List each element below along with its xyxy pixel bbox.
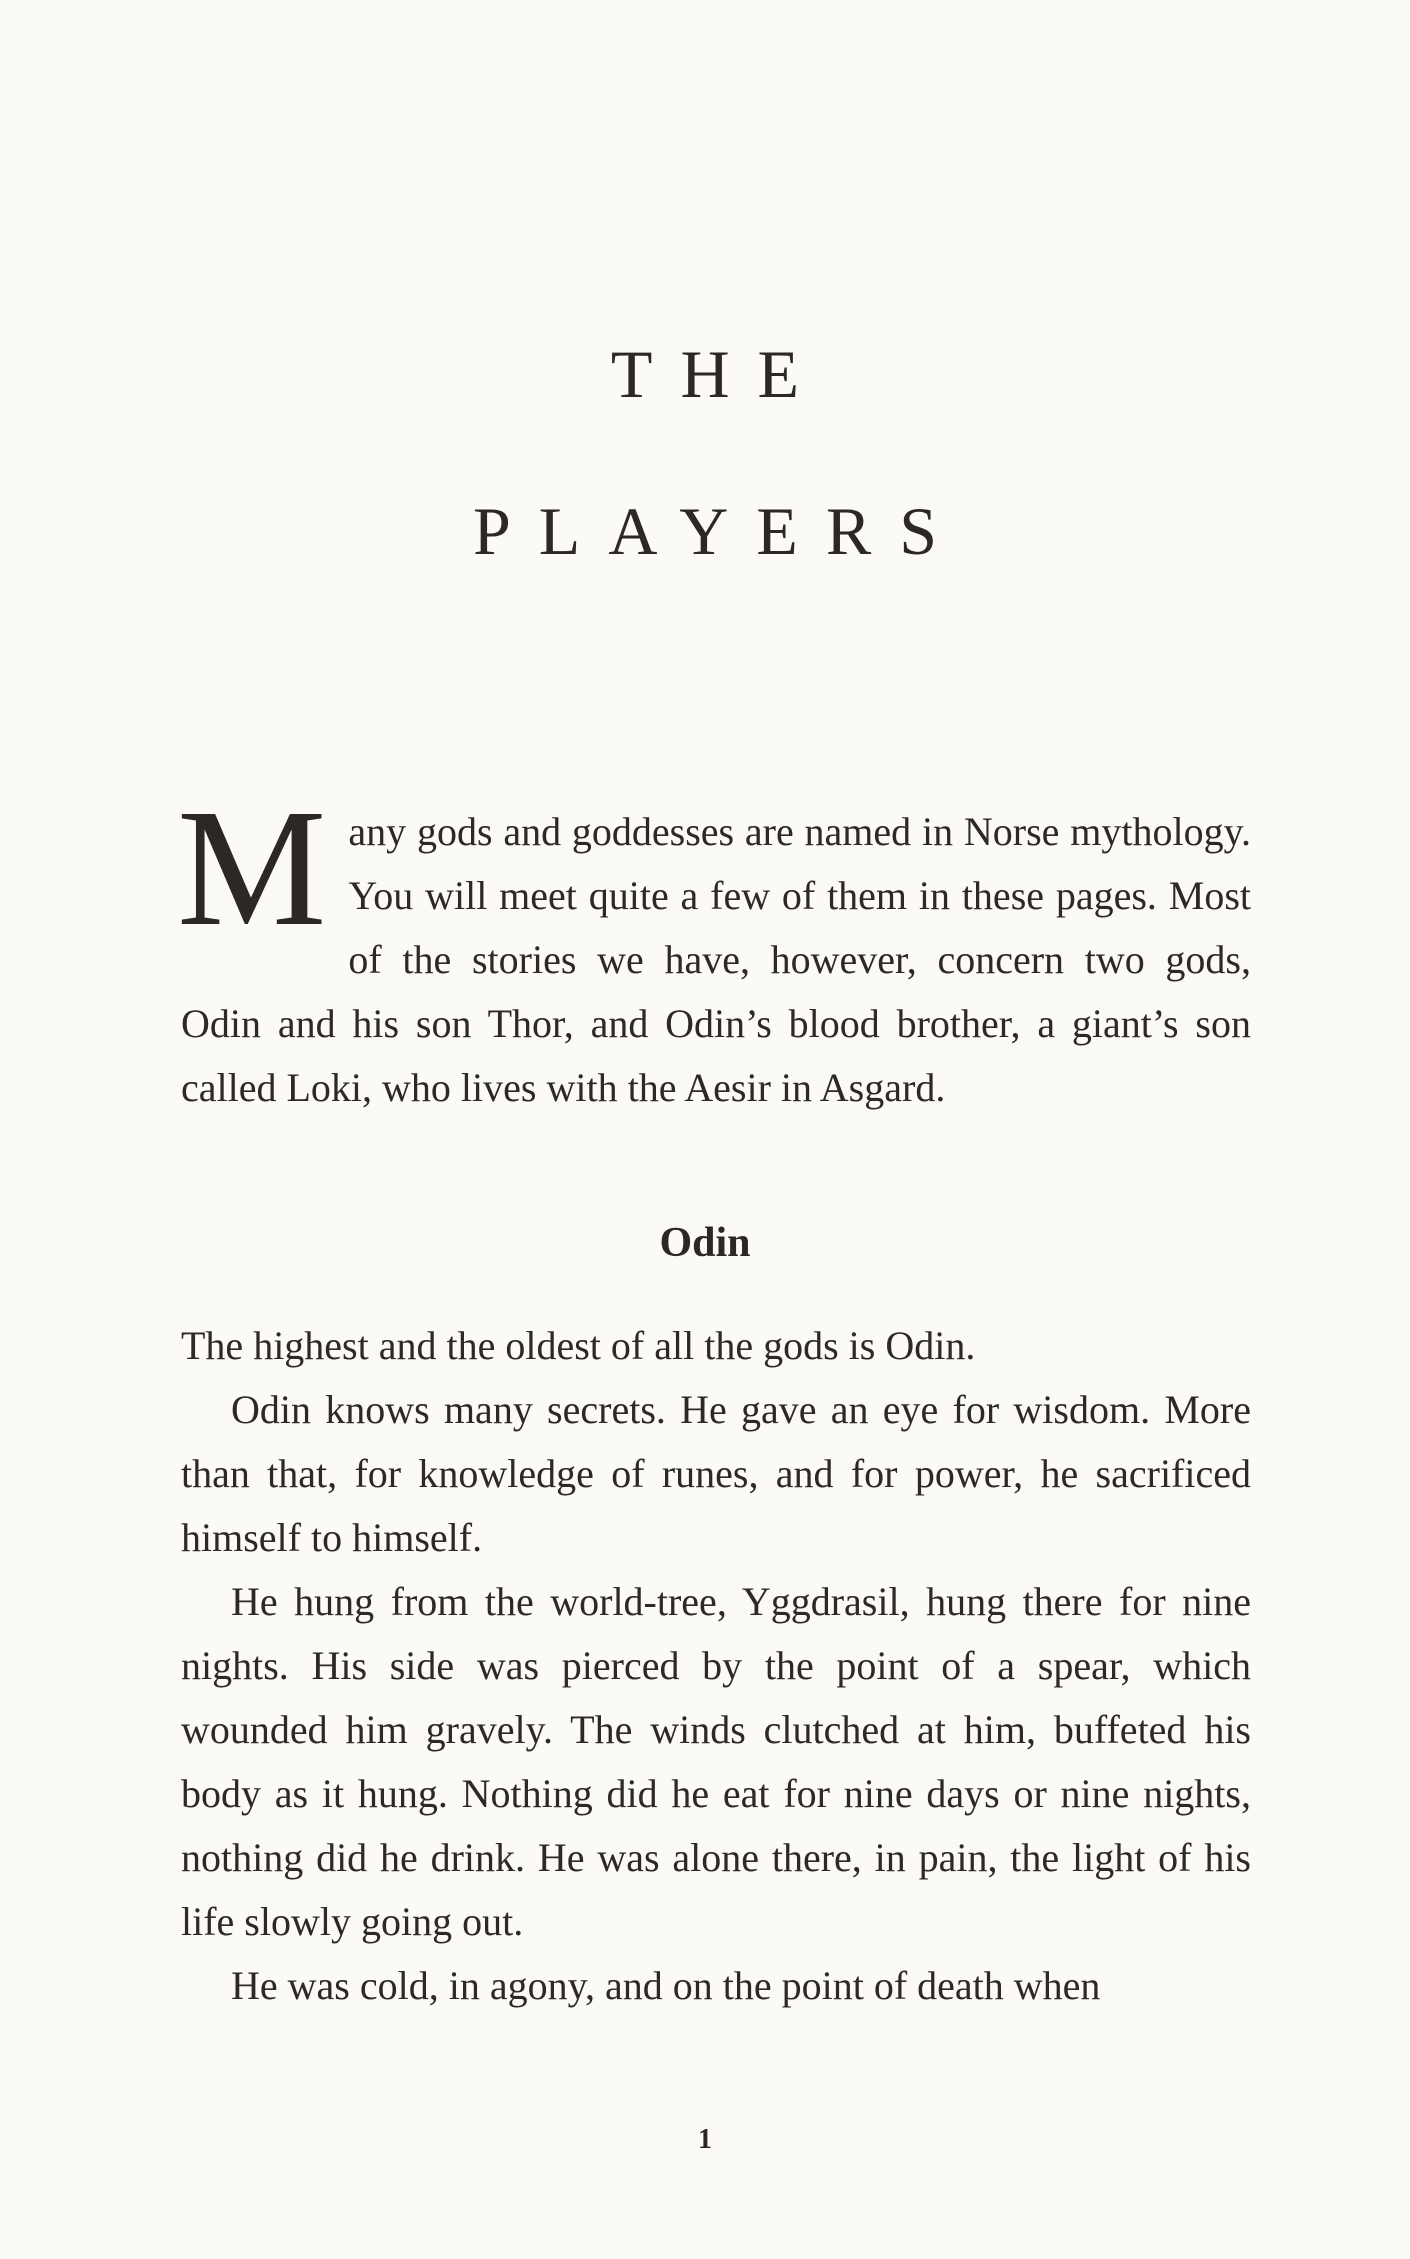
drop-cap: M <box>177 775 327 961</box>
intro-text: any gods and goddesses are named in Norse mythology. You will meet quite a few of them in these pages. Most of the stories we have, however, concern two gods, Odin and his son Thor, and Odin’s blood brother, a giant’s son called Loki, who lives with the Aesir in Asgard. <box>181 809 1251 1110</box>
paragraph: He hung from the world-tree, Yggdrasil, hung there for nine nights. His side was pierced by the point of a spear, which wounded him gravely. The winds clutched at him, buffeted his body as it hung. Nothing did he eat for nine days or nine nights, nothing did he drink. He was alone there, in pain, the light of his life slowly going out. <box>181 1579 1251 1944</box>
paragraph: Odin knows many secrets. He gave an eye for wisdom. More than that, for knowledge of runes, and for power, he sacrificed himself to himself. <box>181 1387 1251 1560</box>
chapter-title-line-2: PLAYERS <box>472 493 966 569</box>
page-number: 1 <box>698 2124 712 2155</box>
section-heading: Odin <box>659 1220 751 1266</box>
intro-paragraph <box>177 775 1251 1120</box>
chapter-title-line-1: THE <box>610 336 828 412</box>
section-body <box>181 1314 1251 2018</box>
paragraph: The highest and the oldest of all the gods is Odin. <box>181 1323 976 1368</box>
paragraph: He was cold, in agony, and on the point of death when <box>231 1963 1101 2008</box>
